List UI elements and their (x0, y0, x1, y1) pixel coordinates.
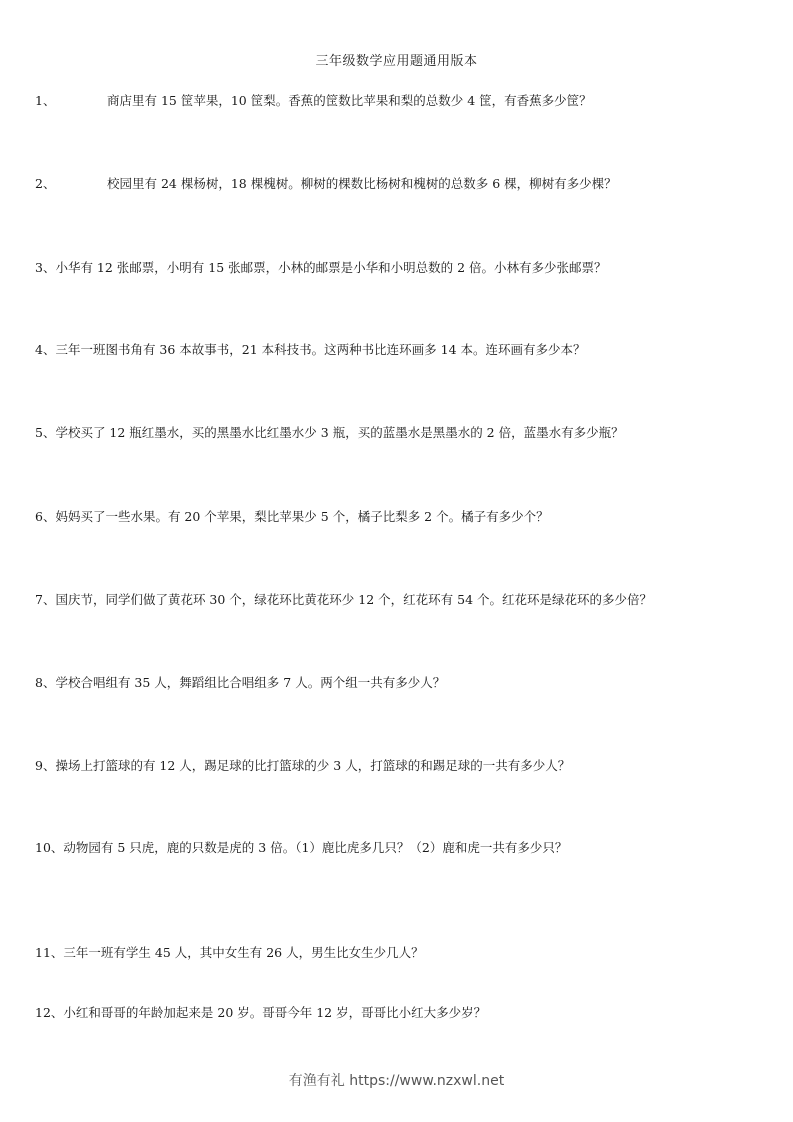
question-text: 小红和哥哥的年龄加起来是 20 岁。哥哥今年 12 岁，哥哥比小红大多少岁？ (63, 1005, 487, 1020)
question-text: 动物园有 5 只虎，鹿的只数是虎的 3 倍。（1）鹿比虎多几只？（2）鹿和虎一共有多少只？ (63, 840, 568, 855)
question-text: 妈妈买了一些水果。有 20 个苹果，梨比苹果少 5 个，橘子比梨多 2 个。橘子有多少个？ (55, 509, 549, 524)
question-number: 3、 (35, 260, 56, 275)
question-number: 11、 (35, 945, 64, 960)
question-10 (35, 839, 567, 857)
question-number: 7、 (35, 592, 56, 607)
question-number: 1、 (35, 93, 56, 108)
question-number: 10、 (35, 840, 64, 855)
question-number: 6、 (35, 509, 56, 524)
question-text: 操场上打篮球的有 12 人，踢足球的比打篮球的少 3 人，打篮球的和踢足球的一共有多少人？ (55, 758, 571, 773)
question-number: 12、 (35, 1005, 64, 1020)
question-text: 校园里有 24 棵杨树，18 棵槐树。柳树的棵数比杨树和槐树的总数多 6 棵，柳树有多少棵？ (107, 176, 617, 191)
question-12 (35, 1004, 486, 1022)
question-8 (35, 674, 445, 692)
question-4 (35, 341, 586, 359)
question-1 (35, 92, 592, 110)
question-6 (35, 508, 549, 526)
page-title: 三年级数学应用题通用版本 (315, 54, 478, 69)
question-2 (35, 175, 617, 193)
question-text: 学校买了 12 瓶红墨水，买的黑墨水比红墨水少 3 瓶，买的蓝墨水是黑墨水的 2 倍，蓝墨水有多少瓶？ (55, 425, 624, 440)
question-text: 三年一班图书角有 36 本故事书，21 本科技书。这两种书比连环画多 14 本。连环画有多少本？ (55, 342, 586, 357)
question-number: 9、 (35, 758, 56, 773)
question-text: 国庆节，同学们做了黄花环 30 个，绿花环比黄花环少 12 个，红花环有 54 个。红花环是绿花环的多少倍？ (55, 592, 653, 607)
question-text: 三年一班有学生 45 人，其中女生有 26 人，男生比女生少几人？ (63, 945, 424, 960)
question-9 (35, 757, 570, 775)
question-number: 2、 (35, 176, 56, 191)
question-text: 商店里有 15 筐苹果，10 筐梨。香蕉的筐数比苹果和梨的总数少 4 筐，有香蕉多少筐？ (107, 93, 592, 108)
question-number: 8、 (35, 675, 56, 690)
question-text: 小华有 12 张邮票，小明有 15 张邮票，小林的邮票是小华和小明总数的 2 倍。小林有多少张邮票？ (55, 260, 607, 275)
question-number: 4、 (35, 342, 56, 357)
question-11 (35, 944, 424, 962)
question-3 (35, 259, 607, 277)
question-text: 学校合唱组有 35 人，舞蹈组比合唱组多 7 人。两个组一共有多少人？ (55, 675, 446, 690)
question-5 (35, 424, 624, 442)
question-number: 5、 (35, 425, 56, 440)
question-7 (35, 591, 652, 609)
footer-watermark: 有渔有礼 https://www.nzxwl.net (288, 1073, 505, 1089)
